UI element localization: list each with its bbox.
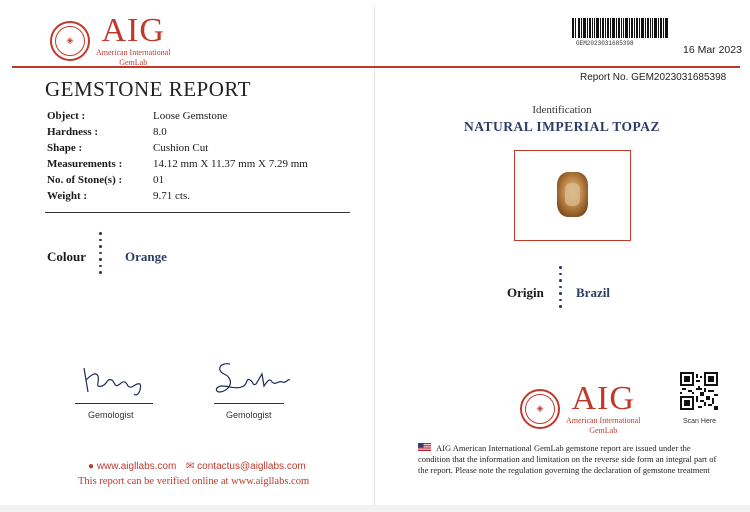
origin-label: Origin — [507, 285, 544, 300]
identification-label: Identification — [532, 104, 592, 116]
spec-value: Loose Gemstone — [153, 110, 228, 122]
spec-row — [47, 108, 308, 124]
spec-value: 8.0 — [153, 126, 167, 138]
aig-logo — [50, 14, 170, 67]
spec-label: Measurements : — [47, 158, 123, 170]
logo-line1: American International — [566, 416, 641, 425]
spec-row — [47, 188, 308, 204]
gemstone-name: NATURAL IMPERIAL TOPAZ — [463, 119, 661, 134]
email-contact[interactable] — [186, 461, 306, 472]
website-contact[interactable] — [88, 461, 176, 472]
logo-wordmark: AIG — [101, 12, 165, 49]
globe-icon: ● — [88, 461, 95, 472]
spec-value: 9.71 cts. — [153, 190, 190, 202]
disclaimer — [418, 443, 718, 476]
report-number: Report No. GEM2023031685398 — [580, 72, 727, 83]
disclaimer-text: AIG American International GemLab gemstone report are issued under the condition that the information and limitation on the reverse side form an integral part of the report. Please note the regulation governing the declaration of gemstone treatment — [418, 443, 717, 475]
spec-table — [47, 108, 308, 204]
seal-icon: ◈ — [520, 389, 560, 429]
spec-value: Cushion Cut — [153, 142, 209, 154]
colour-dots — [99, 232, 102, 274]
spec-label: Object : — [47, 110, 86, 122]
colour-value: Orange — [125, 249, 167, 264]
gemstone-image — [515, 151, 632, 242]
spec-divider — [45, 212, 350, 213]
logo-line1: American International — [96, 48, 171, 57]
report-title: GEMSTONE REPORT — [45, 77, 251, 101]
report-date: 16 Mar 2023 — [683, 44, 742, 56]
barcode-number: GEM2023031685398 — [576, 40, 634, 47]
seal-icon: ◈ — [50, 21, 90, 61]
logo-wordmark: AIG — [571, 380, 635, 417]
spec-label: Shape : — [47, 142, 83, 154]
signature-line-1 — [75, 403, 153, 404]
origin-value: Brazil — [576, 285, 610, 300]
spec-row — [47, 172, 308, 188]
qr-code[interactable] — [680, 372, 718, 410]
signature-1 — [78, 362, 150, 400]
logo-line2: GemLab — [119, 58, 148, 67]
signature-line-2 — [214, 403, 284, 404]
aig-logo-footer — [520, 382, 640, 435]
spec-value: 14.12 mm X 11.37 mm X 7.29 mm — [153, 158, 308, 170]
bottom-strip — [0, 505, 750, 512]
colour-label: Colour — [47, 249, 86, 264]
page-divider — [374, 6, 375, 506]
scan-here-label: Scan Here — [683, 418, 717, 425]
gemstone-photo-frame — [514, 150, 631, 241]
spec-row — [47, 156, 308, 172]
gemologist-label-2: Gemologist — [226, 410, 272, 420]
verify-text: This report can be verified online at www.aigllabs.com — [78, 476, 310, 487]
gemologist-label-1: Gemologist — [88, 410, 134, 420]
spec-row — [47, 140, 308, 156]
spec-row — [47, 124, 308, 140]
spec-value: 01 — [153, 174, 164, 186]
spec-label: Weight : — [47, 190, 88, 202]
spec-label: No. of Stone(s) : — [47, 174, 123, 186]
website-text: www.aigllabs.com — [96, 461, 177, 472]
mail-icon: ✉ — [186, 461, 195, 472]
origin-dots — [559, 266, 562, 308]
signature-2 — [210, 356, 292, 400]
barcode — [572, 18, 668, 38]
email-text: contactus@aigllabs.com — [197, 461, 306, 472]
logo-line2: GemLab — [589, 426, 618, 435]
us-flag-icon — [418, 443, 431, 451]
spec-label: Hardness : — [47, 126, 99, 138]
